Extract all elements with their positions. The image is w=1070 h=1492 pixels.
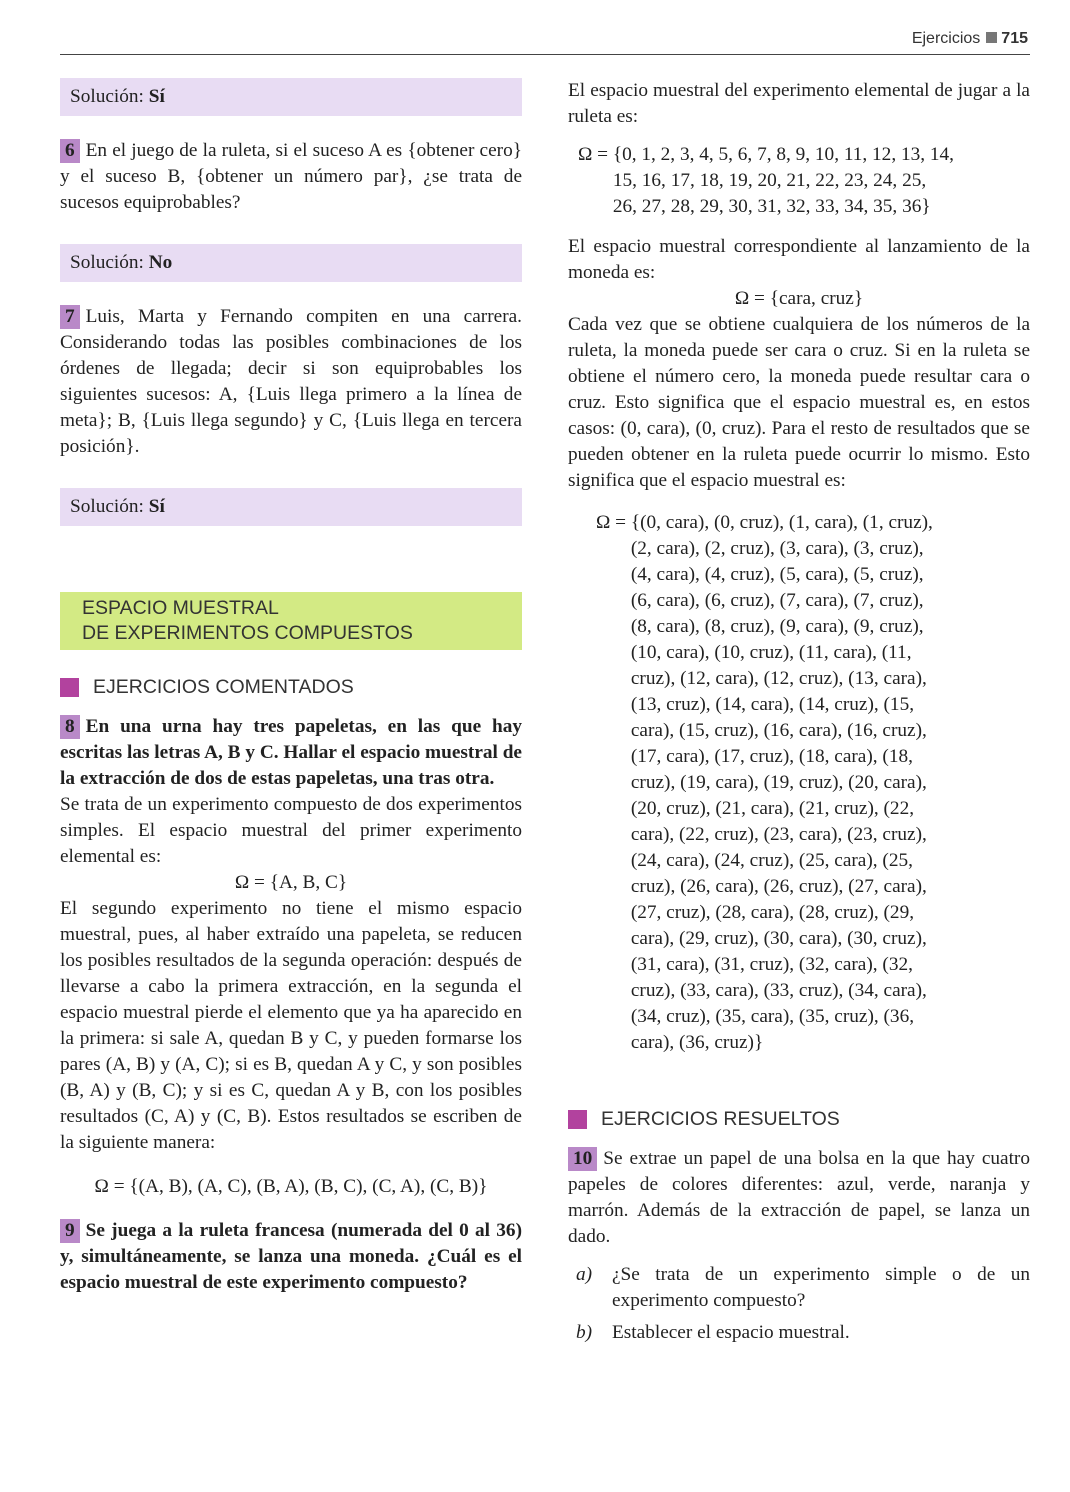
formula-line: (20, cruz), (21, cara), (21, cruz), (22, bbox=[630, 798, 915, 819]
formula-line: (2, cara), (2, cruz), (3, cara), (3, cruz), bbox=[630, 538, 924, 559]
solution-answer: Sí bbox=[148, 496, 165, 517]
formula: Ω = {cara, cruz} bbox=[734, 288, 864, 309]
ruleta-sample-space bbox=[578, 142, 1030, 220]
page-header bbox=[60, 28, 1030, 55]
formula-line: (4, cara), (4, cruz), (5, cara), (5, cruz), bbox=[630, 564, 924, 585]
formula-line: cruz), (12, cara), (12, cruz), (13, cara), bbox=[630, 668, 927, 689]
formula-line: (6, cara), (6, cruz), (7, cara), (7, cruz), bbox=[630, 590, 924, 611]
subsection-title: EJERCICIOS RESUELTOS bbox=[601, 1108, 840, 1130]
paragraph: El espacio muestral correspondiente al lanzamiento de la moneda es: bbox=[568, 236, 1030, 283]
paragraph: Cada vez que se obtiene cualquiera de los números de la ruleta, la moneda puede ser cara o cruz. Si en la ruleta se obtiene el número cero, la moneda puede resultar cara o cruz. Esto significa que el espacio muestral es, en estos casos: (0, cara), (0, cruz). Para el resto de resultados que se pueden obtener en la ruleta puede ocurrir lo mismo. Esto significa que el espacio muestral es: bbox=[568, 314, 1030, 491]
solution-label: Solución: bbox=[70, 86, 144, 107]
subsection-heading bbox=[60, 674, 522, 700]
question-text: Se juega a la ruleta francesa (numerada del 0 al 36) y, simultáneamente, se lanza una moneda. ¿Cuál es el espacio muestral de este experimento compuesto? bbox=[60, 1220, 522, 1293]
formula-line: (13, cruz), (14, cara), (14, cruz), (15, bbox=[630, 694, 915, 715]
bullet-square-icon bbox=[60, 678, 79, 697]
formula-body bbox=[631, 510, 1030, 1056]
exercise-number: 7 bbox=[60, 305, 80, 329]
formula-line: {0, 1, 2, 3, 4, 5, 6, 7, 8, 9, 10, 11, 12, 13, 14, bbox=[612, 144, 954, 165]
solution-answer: No bbox=[148, 252, 173, 273]
running-head-section: Ejercicios bbox=[911, 30, 981, 47]
exercise-number: 6 bbox=[60, 139, 80, 163]
formula-line: cruz), (26, cara), (26, cruz), (27, cara), bbox=[630, 876, 927, 897]
formula-line: (10, cara), (10, cruz), (11, cara), (11, bbox=[630, 642, 912, 663]
compound-sample-space bbox=[596, 510, 1030, 1056]
formula-line: cruz), (19, cara), (19, cruz), (20, cara), bbox=[630, 772, 927, 793]
formula-line: (17, cara), (17, cruz), (18, cara), (18, bbox=[630, 746, 913, 767]
formula-lhs: Ω = bbox=[596, 512, 631, 533]
left-column bbox=[60, 78, 522, 1296]
exercise-text: Se extrae un papel de una bolsa en la que hay cuatro papeles de colores diferentes: azul, verde, naranja y marrón. Además de la extracción de papel, se lanza un dado. bbox=[568, 1148, 1030, 1247]
sub-question-text: Establecer el espacio muestral. bbox=[612, 1322, 850, 1343]
paragraph: El espacio muestral del experimento elemental de jugar a la ruleta es: bbox=[568, 80, 1030, 127]
page-number: 715 bbox=[1001, 30, 1028, 47]
formula-line: cara), (15, cruz), (16, cara), (16, cruz), bbox=[630, 720, 927, 741]
formula-line: cara), (36, cruz)} bbox=[630, 1032, 764, 1053]
formula-line: (34, cruz), (35, cara), (35, cruz), (36, bbox=[630, 1006, 915, 1027]
bullet-square-icon bbox=[568, 1110, 587, 1129]
sub-questions bbox=[568, 1262, 1030, 1346]
formula: Ω = {(A, B), (A, C), (B, A), (B, C), (C, A), (C, B)} bbox=[94, 1176, 488, 1197]
exercise-number: 10 bbox=[568, 1147, 597, 1171]
formula-line: {(0, cara), (0, cruz), (1, cara), (1, cruz), bbox=[630, 512, 933, 533]
paragraph: El segundo experimento no tiene el mismo espacio muestral, pues, al haber extraído una papeleta, se reducen los posibles resultados de la segunda operación: después de llevarse a cabo la primera extracción, en la segunda el espacio muestral pierde el elemento que ya ha aparecido en la primera: si sale A, quedan B y C, y pueden formarse los pares (A, B) y (A, C); si es B, quedan A y C, y son posibles (B, A) y (B, C); y si es C, quedan A y B, con los posibles resultados (C, A) y (C, B). Estos resultados se escriben de la siguiente manera: bbox=[60, 898, 522, 1153]
formula-line: cara), (22, cruz), (23, cara), (23, cruz), bbox=[630, 824, 927, 845]
section-title-line-2: DE EXPERIMENTOS COMPUESTOS bbox=[82, 622, 413, 644]
formula-lhs: Ω = bbox=[578, 144, 613, 165]
subsection-title: EJERCICIOS COMENTADOS bbox=[93, 676, 354, 698]
exercise-7 bbox=[60, 304, 522, 460]
subsection-heading bbox=[568, 1106, 1030, 1132]
sub-question-label: a) bbox=[576, 1264, 593, 1285]
sub-question-label: b) bbox=[576, 1322, 593, 1343]
exercise-number: 9 bbox=[60, 1219, 80, 1243]
formula-line: 15, 16, 17, 18, 19, 20, 21, 22, 23, 24, 25, bbox=[612, 170, 927, 191]
running-head bbox=[912, 30, 1028, 48]
solution-box bbox=[60, 78, 522, 116]
solution-box bbox=[60, 488, 522, 526]
formula-line: cruz), (33, cara), (33, cruz), (34, cara), bbox=[630, 980, 927, 1001]
right-column bbox=[568, 78, 1030, 1352]
section-title-line-1: ESPACIO MUESTRAL bbox=[82, 597, 279, 619]
exercise-8-question bbox=[60, 714, 522, 792]
exercise-9-question bbox=[60, 1218, 522, 1296]
solution-answer: Sí bbox=[148, 86, 165, 107]
question-text: En una urna hay tres papeletas, en las que hay escritas las letras A, B y C. Hallar el espacio muestral de la extracción de dos de estas papeletas, una tras otra. bbox=[60, 716, 522, 789]
formula-line: 26, 27, 28, 29, 30, 31, 32, 33, 34, 35, 36} bbox=[612, 196, 931, 217]
formula: Ω = {A, B, C} bbox=[234, 872, 348, 893]
exercise-6 bbox=[60, 138, 522, 216]
formula-body bbox=[613, 142, 1030, 220]
paragraph: Se trata de un experimento compuesto de dos experimentos simples. El espacio muestral del primer experimento elemental es: bbox=[60, 794, 522, 867]
exercise-text: Luis, Marta y Fernando compiten en una carrera. Considerando todas las posibles combinaciones de los órdenes de llegada; decir si son equiprobables los siguientes sucesos: A, {Luis llega primero a la línea de meta}; B, {Luis llega segundo} y C, {Luis llega en tercera posición}. bbox=[60, 306, 522, 457]
exercise-number: 8 bbox=[60, 715, 80, 739]
exercise-10 bbox=[568, 1146, 1030, 1250]
formula-line: cara), (29, cruz), (30, cara), (30, cruz), bbox=[630, 928, 927, 949]
exercise-text: En el juego de la ruleta, si el suceso A es {obtener cero} y el suceso B, {obtener un número par}, ¿se trata de sucesos equiprobables? bbox=[60, 140, 522, 213]
solution-label: Solución: bbox=[70, 252, 144, 273]
formula-line: (8, cara), (8, cruz), (9, cara), (9, cruz), bbox=[630, 616, 924, 637]
sub-question bbox=[568, 1320, 1030, 1346]
solution-box bbox=[60, 244, 522, 282]
solution-label: Solución: bbox=[70, 496, 144, 517]
section-heading bbox=[60, 592, 522, 650]
sub-question bbox=[568, 1262, 1030, 1314]
formula-line: (27, cruz), (28, cara), (28, cruz), (29, bbox=[630, 902, 915, 923]
sub-question-text: ¿Se trata de un experimento simple o de un experimento compuesto? bbox=[612, 1264, 1030, 1311]
formula-line: (31, cara), (31, cruz), (32, cara), (32, bbox=[630, 954, 913, 975]
formula-line: (24, cara), (24, cruz), (25, cara), (25, bbox=[630, 850, 913, 871]
header-square-icon bbox=[986, 32, 997, 43]
